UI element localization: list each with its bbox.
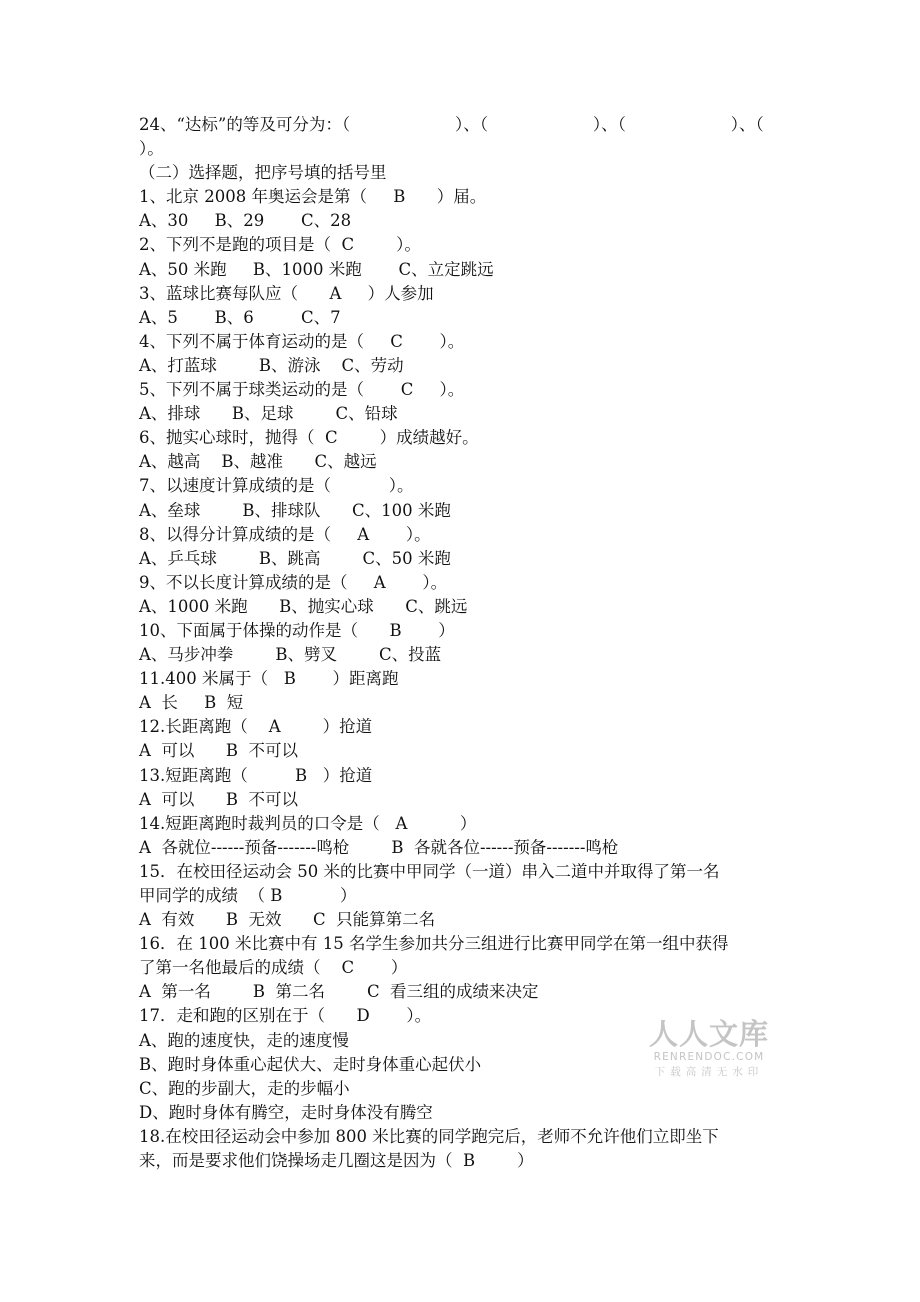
options-line: A、30 B、29 C、28	[139, 211, 352, 231]
question-line: 甲同学的成绩 （ B ）	[139, 886, 357, 905]
question-line: 1、北京 2008 年奥运会是第（ B ）届。	[139, 187, 487, 207]
question-line: 7、以速度计算成绩的是（ ）。	[139, 476, 414, 496]
document-page	[139, 113, 784, 1173]
question-line: 2、下列不是跑的项目是（ C ）。	[139, 235, 421, 255]
question-line: 5、下列不属于球类运动的是（ C ）。	[139, 380, 465, 400]
question-line: 16．在 100 米比赛中有 15 名学生参加共分三组进行比赛甲同学在第一组中获得	[139, 934, 729, 954]
options-line: C、跑的步副大，走的步幅小	[139, 1078, 350, 1098]
options-line: A 可以 B 不可以	[139, 789, 298, 809]
question-line: 4、下列不属于体育运动的是（ C ）。	[139, 331, 465, 351]
options-line: D、跑时身体有腾空，走时身体没有腾空	[139, 1102, 433, 1122]
question-line: 9、不以长度计算成绩的是（ A ）。	[139, 572, 448, 592]
question-line: 11.400 米属于（ B ）距离跑	[139, 669, 399, 689]
options-line: A、马步冲拳 B、劈叉 C、投蓝	[139, 645, 442, 665]
question-line: 13.短距离跑（ B ）抢道	[139, 765, 373, 785]
text-line: 24、“达标”的等及可分为：（ ）、（ ）、（ ）、（	[139, 115, 764, 134]
question-line: 8、以得分计算成绩的是（ A ）。	[139, 524, 431, 544]
question-line: 3、蓝球比赛每队应（ A ）人参加	[139, 283, 434, 303]
watermark-url: RENRENDOC.COM	[653, 1051, 765, 1063]
options-line: A、5 B、6 C、7	[139, 307, 341, 327]
options-line: A、50 米跑 B、1000 米跑 C、立定跳远	[139, 259, 494, 279]
watermark-title: 人人文库	[648, 1017, 769, 1051]
section-heading: （二）选择题，把序号填的括号里	[139, 163, 387, 183]
options-line: A、1000 米跑 B、抛实心球 C、跳远	[139, 596, 468, 616]
question-line: 15．在校田径运动会 50 米的比赛中甲同学（一道）串入二道中并取得了第一名	[139, 861, 720, 881]
question-line: 6、抛实心球时，抛得（ C ）成绩越好。	[139, 428, 479, 448]
options-line: A、跑的速度快，走的速度慢	[139, 1030, 349, 1050]
text-line: ）。	[139, 139, 164, 159]
options-line: A 各就位------预备-------鸣枪 B 各就各位------预备-------鸣枪	[139, 837, 619, 857]
options-line: A、越高 B、越准 C、越远	[139, 452, 377, 472]
options-line: A 可以 B 不可以	[139, 741, 298, 761]
watermark-subtitle: 下载高清无水印	[654, 1066, 764, 1078]
question-line: 了第一名他最后的成绩（ C ）	[139, 958, 408, 978]
options-line: A 第一名 B 第二名 C 看三组的成绩来决定	[139, 982, 539, 1002]
options-line: A、打蓝球 B、游泳 C、劳动	[139, 355, 404, 375]
question-line: 18.在校田径运动会中参加 800 米比赛的同学跑完后，老师不允许他们立即坐下	[139, 1126, 719, 1146]
question-line: 10、下面属于体操的动作是（ B ）	[139, 620, 455, 640]
question-line: 14.短距离跑时裁判员的口令是（ A ）	[139, 813, 477, 833]
options-line: A 长 B 短	[139, 693, 244, 713]
options-line: A、垒球 B、排球队 C、100 米跑	[139, 500, 451, 520]
question-line: 12.长距离跑（ A ）抢道	[139, 717, 373, 737]
options-line: B、跑时身体重心起伏大、走时身体重心起伏小	[139, 1054, 482, 1074]
options-line: A 有效 B 无效 C 只能算第二名	[139, 910, 436, 930]
question-line: 来，而是要求他们饶操场走几圈这是因为（ B ）	[139, 1151, 534, 1171]
question-line: 17．走和跑的区别在于（ D ）。	[139, 1006, 432, 1026]
options-line: A、乒乓球 B、跳高 C、50 米跑	[139, 548, 451, 568]
options-line: A、排球 B、足球 C、铅球	[139, 404, 398, 424]
watermark	[643, 1018, 775, 1080]
